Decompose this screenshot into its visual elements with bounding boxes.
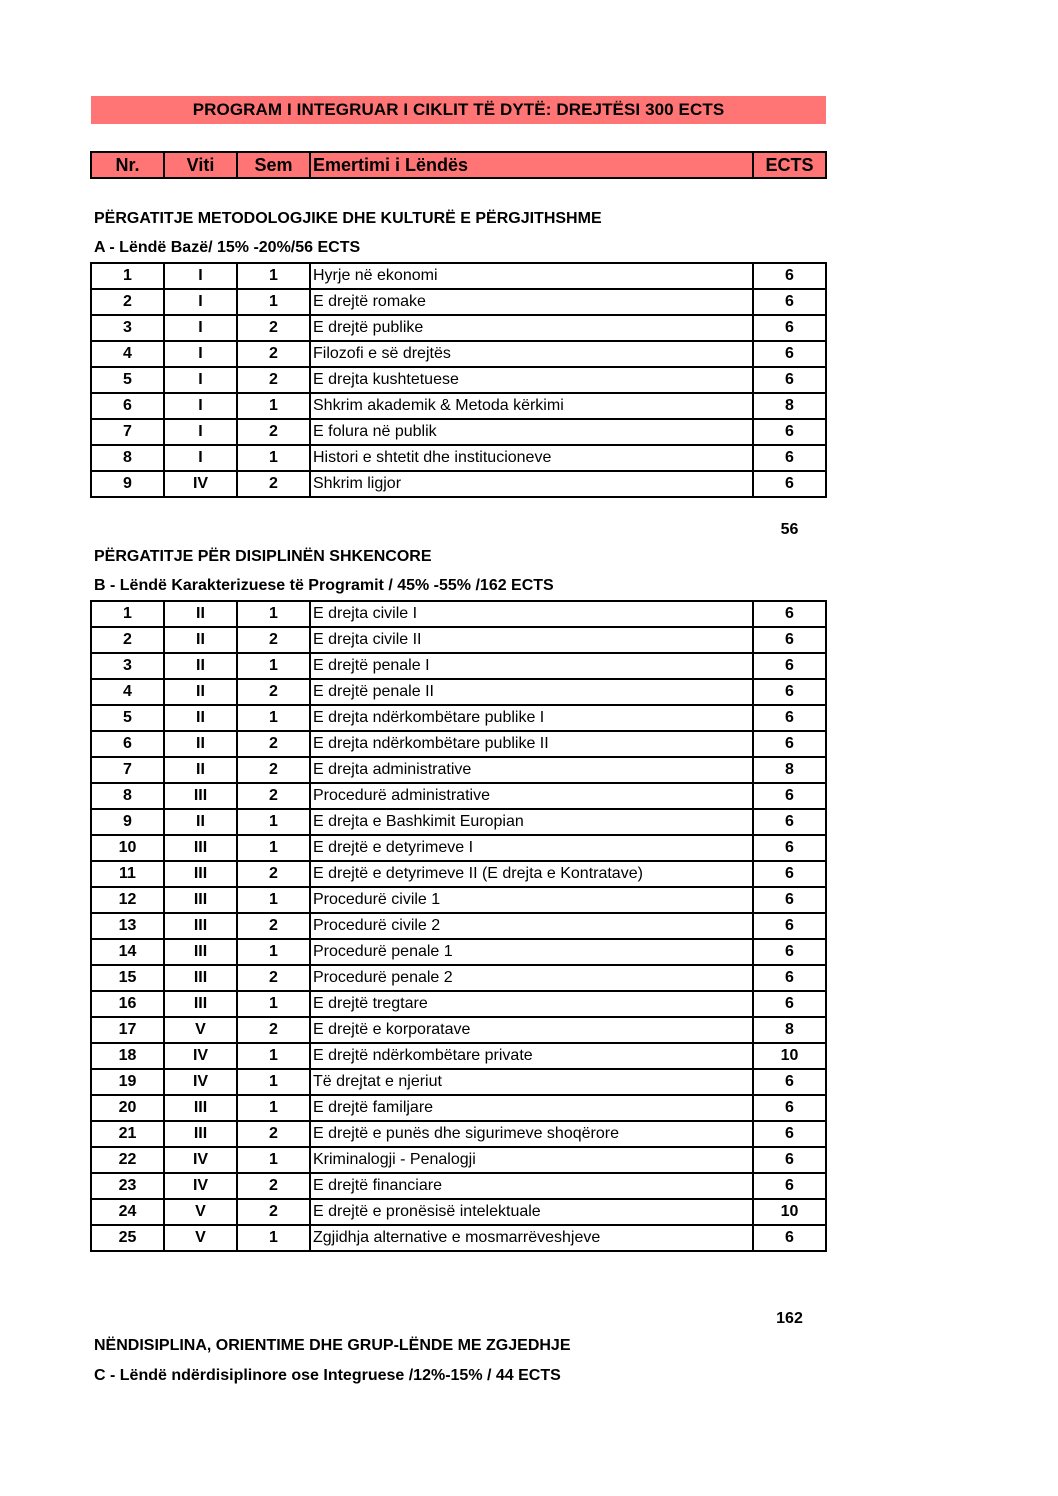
row-viti: III — [164, 861, 237, 887]
row-nr: 14 — [91, 939, 164, 965]
row-nr: 9 — [91, 471, 164, 497]
section-b-table — [90, 600, 827, 1252]
row-ects: 6 — [753, 887, 826, 913]
row-course-name: E drejtë romake — [310, 289, 753, 315]
row-course-name: E drejta ndërkombëtare publike II — [310, 731, 753, 757]
table-row — [91, 1147, 826, 1173]
row-nr: 3 — [91, 653, 164, 679]
row-course-name: E drejtë tregtare — [310, 991, 753, 1017]
section-b-subheading: B - Lëndë Karakterizuese të Programit / 45% -55% /162 ECTS — [94, 577, 554, 594]
row-viti: V — [164, 1017, 237, 1043]
row-nr: 12 — [91, 887, 164, 913]
row-ects: 6 — [753, 1147, 826, 1173]
row-sem: 2 — [237, 367, 310, 393]
row-sem: 1 — [237, 263, 310, 289]
row-nr: 11 — [91, 861, 164, 887]
row-viti: II — [164, 809, 237, 835]
row-viti: V — [164, 1199, 237, 1225]
section-c-heading: NËNDISIPLINA, ORIENTIME DHE GRUP-LËNDE ME ZGJEDHJE — [94, 1337, 571, 1354]
row-course-name: Hyrje në ekonomi — [310, 263, 753, 289]
row-ects: 6 — [753, 445, 826, 471]
row-sem: 2 — [237, 419, 310, 445]
row-sem: 2 — [237, 1199, 310, 1225]
table-row — [91, 861, 826, 887]
header-ects: ECTS — [753, 152, 826, 178]
table-row — [91, 783, 826, 809]
header-nr: Nr. — [91, 152, 164, 178]
table-row — [91, 965, 826, 991]
row-nr: 3 — [91, 315, 164, 341]
row-nr: 25 — [91, 1225, 164, 1251]
row-viti: III — [164, 887, 237, 913]
row-sem: 1 — [237, 1095, 310, 1121]
row-ects: 6 — [753, 1225, 826, 1251]
row-nr: 7 — [91, 757, 164, 783]
row-ects: 6 — [753, 731, 826, 757]
row-nr: 15 — [91, 965, 164, 991]
table-row — [91, 1043, 826, 1069]
row-sem: 1 — [237, 835, 310, 861]
row-course-name: Shkrim akademik & Metoda kërkimi — [310, 393, 753, 419]
row-ects: 6 — [753, 419, 826, 445]
row-course-name: E drejta ndërkombëtare publike I — [310, 705, 753, 731]
table-row — [91, 1095, 826, 1121]
table-row — [91, 1225, 826, 1251]
row-ects: 6 — [753, 627, 826, 653]
row-ects: 6 — [753, 367, 826, 393]
row-course-name: E drejtë penale II — [310, 679, 753, 705]
row-viti: I — [164, 341, 237, 367]
row-sem: 1 — [237, 1043, 310, 1069]
row-viti: I — [164, 289, 237, 315]
row-course-name: E drejtë ndërkombëtare private — [310, 1043, 753, 1069]
row-viti: III — [164, 1095, 237, 1121]
column-header-table — [90, 151, 827, 179]
table-row — [91, 601, 826, 627]
row-sem: 2 — [237, 315, 310, 341]
row-sem: 1 — [237, 1069, 310, 1095]
row-course-name: Histori e shtetit dhe institucioneve — [310, 445, 753, 471]
row-sem: 2 — [237, 757, 310, 783]
row-nr: 8 — [91, 445, 164, 471]
row-nr: 1 — [91, 601, 164, 627]
row-sem: 1 — [237, 939, 310, 965]
row-nr: 17 — [91, 1017, 164, 1043]
row-ects: 6 — [753, 263, 826, 289]
row-sem: 2 — [237, 471, 310, 497]
row-viti: IV — [164, 471, 237, 497]
row-ects: 6 — [753, 861, 826, 887]
row-course-name: Procedurë administrative — [310, 783, 753, 809]
table-row — [91, 445, 826, 471]
row-nr: 6 — [91, 393, 164, 419]
row-ects: 6 — [753, 809, 826, 835]
row-course-name: Filozofi e së drejtës — [310, 341, 753, 367]
row-course-name: E drejtë financiare — [310, 1173, 753, 1199]
table-row — [91, 315, 826, 341]
row-viti: II — [164, 731, 237, 757]
row-ects: 6 — [753, 705, 826, 731]
row-course-name: E drejtë e pronësisë intelektuale — [310, 1199, 753, 1225]
row-ects: 6 — [753, 835, 826, 861]
row-viti: I — [164, 445, 237, 471]
row-nr: 5 — [91, 705, 164, 731]
row-course-name: E drejtë familjare — [310, 1095, 753, 1121]
row-viti: I — [164, 367, 237, 393]
row-ects: 6 — [753, 913, 826, 939]
row-ects: 6 — [753, 939, 826, 965]
row-nr: 8 — [91, 783, 164, 809]
row-viti: II — [164, 601, 237, 627]
row-course-name: Procedurë civile 2 — [310, 913, 753, 939]
row-viti: IV — [164, 1069, 237, 1095]
row-course-name: Procedurë civile 1 — [310, 887, 753, 913]
row-ects: 6 — [753, 653, 826, 679]
row-nr: 2 — [91, 627, 164, 653]
table-row — [91, 471, 826, 497]
row-viti: II — [164, 757, 237, 783]
table-row — [91, 835, 826, 861]
row-sem: 2 — [237, 341, 310, 367]
row-nr: 21 — [91, 1121, 164, 1147]
table-row — [91, 913, 826, 939]
row-viti: III — [164, 965, 237, 991]
table-row — [91, 393, 826, 419]
row-nr: 9 — [91, 809, 164, 835]
row-sem: 1 — [237, 653, 310, 679]
row-sem: 2 — [237, 679, 310, 705]
row-nr: 5 — [91, 367, 164, 393]
table-row — [91, 757, 826, 783]
section-a-table — [90, 262, 827, 498]
row-viti: IV — [164, 1173, 237, 1199]
table-row — [91, 939, 826, 965]
table-row — [91, 627, 826, 653]
row-ects: 6 — [753, 289, 826, 315]
row-sem: 1 — [237, 289, 310, 315]
row-viti: I — [164, 315, 237, 341]
section-a-subheading: A - Lëndë Bazë/ 15% -20%/56 ECTS — [94, 239, 361, 256]
table-row — [91, 1017, 826, 1043]
row-course-name: E folura në publik — [310, 419, 753, 445]
row-sem: 2 — [237, 783, 310, 809]
row-viti: III — [164, 939, 237, 965]
section-a-total: 56 — [780, 521, 799, 538]
section-b-total: 162 — [776, 1310, 803, 1327]
row-sem: 2 — [237, 627, 310, 653]
row-nr: 4 — [91, 341, 164, 367]
row-course-name: E drejtë e punës dhe sigurimeve shoqërore — [310, 1121, 753, 1147]
row-nr: 1 — [91, 263, 164, 289]
row-viti: III — [164, 783, 237, 809]
row-course-name: Të drejtat e njeriut — [310, 1069, 753, 1095]
row-sem: 1 — [237, 887, 310, 913]
program-title: PROGRAM I INTEGRUAR I CIKLIT TË DYTË: DREJTËSI 300 ECTS — [91, 96, 826, 124]
header-viti: Viti — [164, 152, 237, 178]
row-course-name: Shkrim ligjor — [310, 471, 753, 497]
row-sem: 1 — [237, 705, 310, 731]
row-nr: 4 — [91, 679, 164, 705]
table-row — [91, 887, 826, 913]
row-ects: 8 — [753, 757, 826, 783]
row-course-name: E drejtë publike — [310, 315, 753, 341]
row-viti: III — [164, 913, 237, 939]
row-viti: III — [164, 835, 237, 861]
row-viti: I — [164, 393, 237, 419]
row-viti: III — [164, 991, 237, 1017]
row-sem: 1 — [237, 393, 310, 419]
table-row — [91, 419, 826, 445]
row-nr: 20 — [91, 1095, 164, 1121]
row-sem: 1 — [237, 1147, 310, 1173]
row-viti: III — [164, 1121, 237, 1147]
row-course-name: E drejta administrative — [310, 757, 753, 783]
row-viti: IV — [164, 1147, 237, 1173]
row-nr: 23 — [91, 1173, 164, 1199]
row-course-name: E drejta civile II — [310, 627, 753, 653]
row-nr: 19 — [91, 1069, 164, 1095]
row-sem: 1 — [237, 601, 310, 627]
row-nr: 10 — [91, 835, 164, 861]
table-row — [91, 1199, 826, 1225]
row-sem: 2 — [237, 861, 310, 887]
section-b-heading: PËRGATITJE PËR DISIPLINËN SHKENCORE — [94, 548, 432, 565]
row-nr: 22 — [91, 1147, 164, 1173]
row-ects: 6 — [753, 1095, 826, 1121]
row-viti: II — [164, 653, 237, 679]
row-sem: 1 — [237, 1225, 310, 1251]
row-ects: 10 — [753, 1199, 826, 1225]
row-ects: 6 — [753, 783, 826, 809]
row-nr: 2 — [91, 289, 164, 315]
row-ects: 6 — [753, 1121, 826, 1147]
row-course-name: E drejta civile I — [310, 601, 753, 627]
row-viti: I — [164, 263, 237, 289]
row-ects: 6 — [753, 601, 826, 627]
table-row — [91, 653, 826, 679]
row-ects: 6 — [753, 1173, 826, 1199]
table-row — [91, 289, 826, 315]
table-row — [91, 731, 826, 757]
row-ects: 6 — [753, 679, 826, 705]
row-course-name: E drejtë e korporatave — [310, 1017, 753, 1043]
row-ects: 6 — [753, 1069, 826, 1095]
row-course-name: Procedurë penale 1 — [310, 939, 753, 965]
row-ects: 8 — [753, 1017, 826, 1043]
row-course-name: E drejta e Bashkimit Europian — [310, 809, 753, 835]
row-nr: 7 — [91, 419, 164, 445]
row-course-name: E drejtë e detyrimeve II (E drejta e Kontratave) — [310, 861, 753, 887]
table-row — [91, 1173, 826, 1199]
row-sem: 2 — [237, 1017, 310, 1043]
row-ects: 6 — [753, 965, 826, 991]
row-viti: II — [164, 627, 237, 653]
row-nr: 6 — [91, 731, 164, 757]
row-course-name: Zgjidhja alternative e mosmarrëveshjeve — [310, 1225, 753, 1251]
row-course-name: E drejtë penale I — [310, 653, 753, 679]
row-nr: 18 — [91, 1043, 164, 1069]
table-row — [91, 705, 826, 731]
row-viti: II — [164, 705, 237, 731]
row-course-name: E drejtë e detyrimeve I — [310, 835, 753, 861]
row-sem: 1 — [237, 809, 310, 835]
table-row — [91, 1121, 826, 1147]
row-viti: I — [164, 419, 237, 445]
row-sem: 2 — [237, 1121, 310, 1147]
row-course-name: E drejta kushtetuese — [310, 367, 753, 393]
row-viti: IV — [164, 1043, 237, 1069]
row-nr: 16 — [91, 991, 164, 1017]
section-c-subheading: C - Lëndë ndërdisiplinore ose Integruese /12%-15% / 44 ECTS — [94, 1367, 561, 1384]
table-row — [91, 679, 826, 705]
row-viti: II — [164, 679, 237, 705]
row-sem: 2 — [237, 1173, 310, 1199]
row-ects: 6 — [753, 991, 826, 1017]
row-sem: 2 — [237, 731, 310, 757]
row-ects: 6 — [753, 315, 826, 341]
row-ects: 10 — [753, 1043, 826, 1069]
row-course-name: Kriminalogji - Penalogji — [310, 1147, 753, 1173]
row-ects: 6 — [753, 341, 826, 367]
row-sem: 1 — [237, 445, 310, 471]
section-a-heading: PËRGATITJE METODOLOGJIKE DHE KULTURË E PËRGJITHSHME — [94, 210, 602, 227]
row-sem: 2 — [237, 965, 310, 991]
table-row — [91, 263, 826, 289]
row-ects: 8 — [753, 393, 826, 419]
row-nr: 24 — [91, 1199, 164, 1225]
table-row — [91, 991, 826, 1017]
row-sem: 1 — [237, 991, 310, 1017]
row-viti: V — [164, 1225, 237, 1251]
table-row — [91, 1069, 826, 1095]
row-ects: 6 — [753, 471, 826, 497]
header-name: Emertimi i Lëndës — [310, 152, 753, 178]
table-row — [91, 809, 826, 835]
table-row — [91, 367, 826, 393]
table-row — [91, 341, 826, 367]
row-course-name: Procedurë penale 2 — [310, 965, 753, 991]
row-nr: 13 — [91, 913, 164, 939]
header-sem: Sem — [237, 152, 310, 178]
row-sem: 2 — [237, 913, 310, 939]
